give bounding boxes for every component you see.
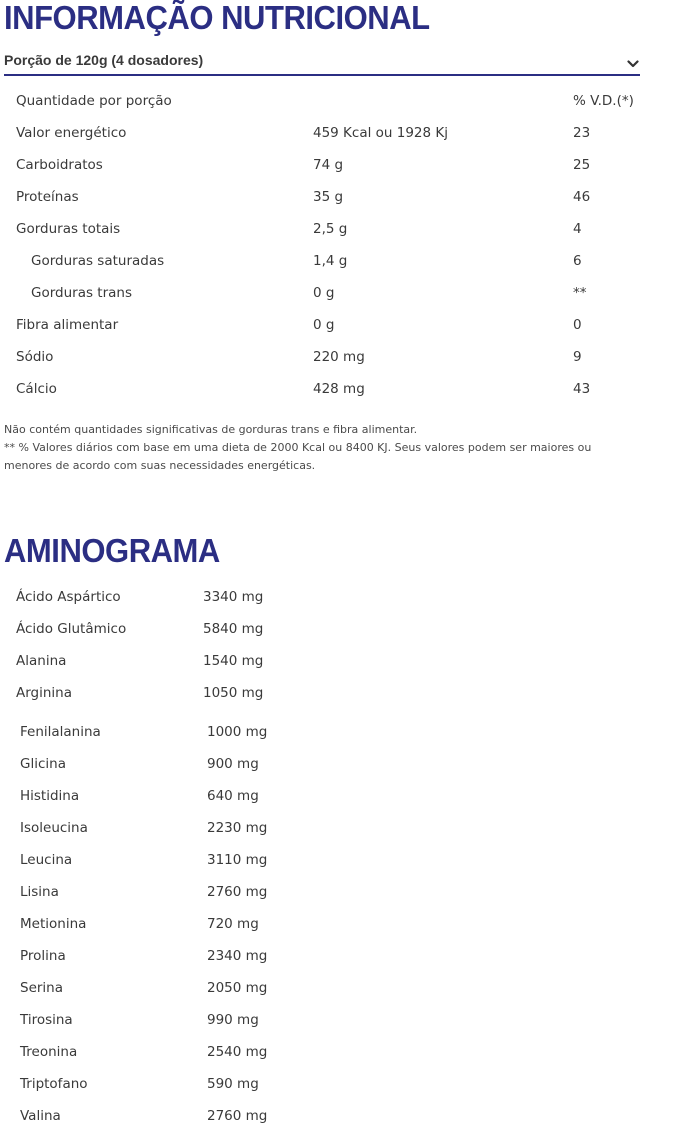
header-dv-label: % V.D.(*) [573, 93, 634, 109]
nutrient-name: Carboidratos [16, 157, 103, 173]
amino-acid-amount: 640 mg [207, 788, 259, 804]
nutrient-amount: 35 g [313, 189, 344, 205]
amino-acid-name: Leucina [20, 852, 73, 868]
amino-acid-name: Prolina [20, 948, 66, 964]
nutrient-daily-value: 9 [573, 349, 582, 365]
amino-acid-amount: 720 mg [207, 916, 259, 932]
note-line: ** % Valores diários com base em uma dieta de 2000 Kcal ou 8400 KJ. Seus valores podem ser maiores ou [4, 441, 592, 454]
nutrient-amount: 74 g [313, 157, 344, 173]
nutrient-daily-value: ** [573, 285, 587, 301]
amino-acid-amount: 2540 mg [207, 1044, 268, 1060]
note-line: Não contém quantidades significativas de gorduras trans e fibra alimentar. [4, 423, 418, 436]
nutrient-name: Gorduras trans [31, 285, 133, 301]
nutrient-amount: 1,4 g [313, 253, 348, 269]
note-line: menores de acordo com suas necessidades energéticas. [4, 459, 316, 472]
amino-acid-amount: 3340 mg [203, 589, 264, 605]
section-divider [0, 702, 674, 718]
amino-acid-amount: 590 mg [207, 1076, 259, 1092]
portion-selector[interactable] [4, 50, 640, 76]
amino-acid-name: Triptofano [20, 1076, 88, 1092]
nutrient-name: Gorduras saturadas [31, 253, 165, 269]
nutrient-name: Valor energético [16, 125, 127, 141]
amino-acid-amount: 1050 mg [203, 685, 264, 701]
amino-acid-name: Glicina [20, 756, 66, 772]
amino-acid-amount: 2760 mg [207, 884, 268, 900]
aminogram-title: AMINOGRAMA [4, 532, 220, 569]
amino-acid-amount: 2340 mg [207, 948, 268, 964]
nutrient-daily-value: 4 [573, 221, 582, 237]
amino-acid-amount: 2050 mg [207, 980, 268, 996]
amino-acid-name: Isoleucina [20, 820, 88, 836]
amino-acid-amount: 2230 mg [207, 820, 268, 836]
nutrient-amount: 2,5 g [313, 221, 348, 237]
amino-acid-amount: 5840 mg [203, 621, 264, 637]
nutrition-title: INFORMAÇÃO NUTRICIONAL [4, 0, 430, 36]
nutrition-notes [4, 421, 644, 475]
amino-acid-amount: 900 mg [207, 756, 259, 772]
nutrient-name: Cálcio [16, 381, 57, 397]
amino-acid-name: Valina [20, 1108, 61, 1124]
amino-acid-amount: 990 mg [207, 1012, 259, 1028]
amino-acid-amount: 1000 mg [207, 724, 268, 740]
nutrient-amount: 220 mg [313, 349, 365, 365]
nutrient-daily-value: 6 [573, 253, 582, 269]
nutrient-daily-value: 0 [573, 317, 582, 333]
amino-acid-name: Tirosina [20, 1012, 73, 1028]
amino-acid-name: Serina [20, 980, 64, 996]
amino-acid-name: Ácido Glutâmico [16, 621, 127, 637]
nutrient-amount: 0 g [313, 317, 335, 333]
nutrient-daily-value: 23 [573, 125, 591, 141]
nutrient-daily-value: 43 [573, 381, 591, 397]
nutrient-amount: 459 Kcal ou 1928 Kj [313, 125, 449, 141]
amino-acid-name: Fenilalanina [20, 724, 101, 740]
amino-acid-name: Alanina [16, 653, 67, 669]
nutrient-name: Gorduras totais [16, 221, 121, 237]
amino-acid-name: Lisina [20, 884, 59, 900]
nutrient-name: Sódio [16, 349, 54, 365]
chevron-down-icon[interactable] [627, 60, 639, 68]
portion-label: Porção de 120g (4 dosadores) [4, 52, 204, 68]
header-quantity-label: Quantidade por porção [16, 93, 172, 109]
amino-acid-name: Arginina [16, 685, 73, 701]
amino-acid-amount: 3110 mg [207, 852, 268, 868]
nutrient-daily-value: 46 [573, 189, 591, 205]
nutrient-amount: 0 g [313, 285, 335, 301]
amino-acid-name: Histidina [20, 788, 80, 804]
amino-acid-name: Ácido Aspártico [16, 589, 121, 605]
amino-acid-name: Metionina [20, 916, 87, 932]
nutrient-daily-value: 25 [573, 157, 591, 173]
nutrient-amount: 428 mg [313, 381, 365, 397]
amino-acid-name: Treonina [20, 1044, 78, 1060]
nutrient-name: Proteínas [16, 189, 79, 205]
amino-acid-amount: 2760 mg [207, 1108, 268, 1124]
nutrient-name: Fibra alimentar [16, 317, 119, 333]
amino-acid-amount: 1540 mg [203, 653, 264, 669]
